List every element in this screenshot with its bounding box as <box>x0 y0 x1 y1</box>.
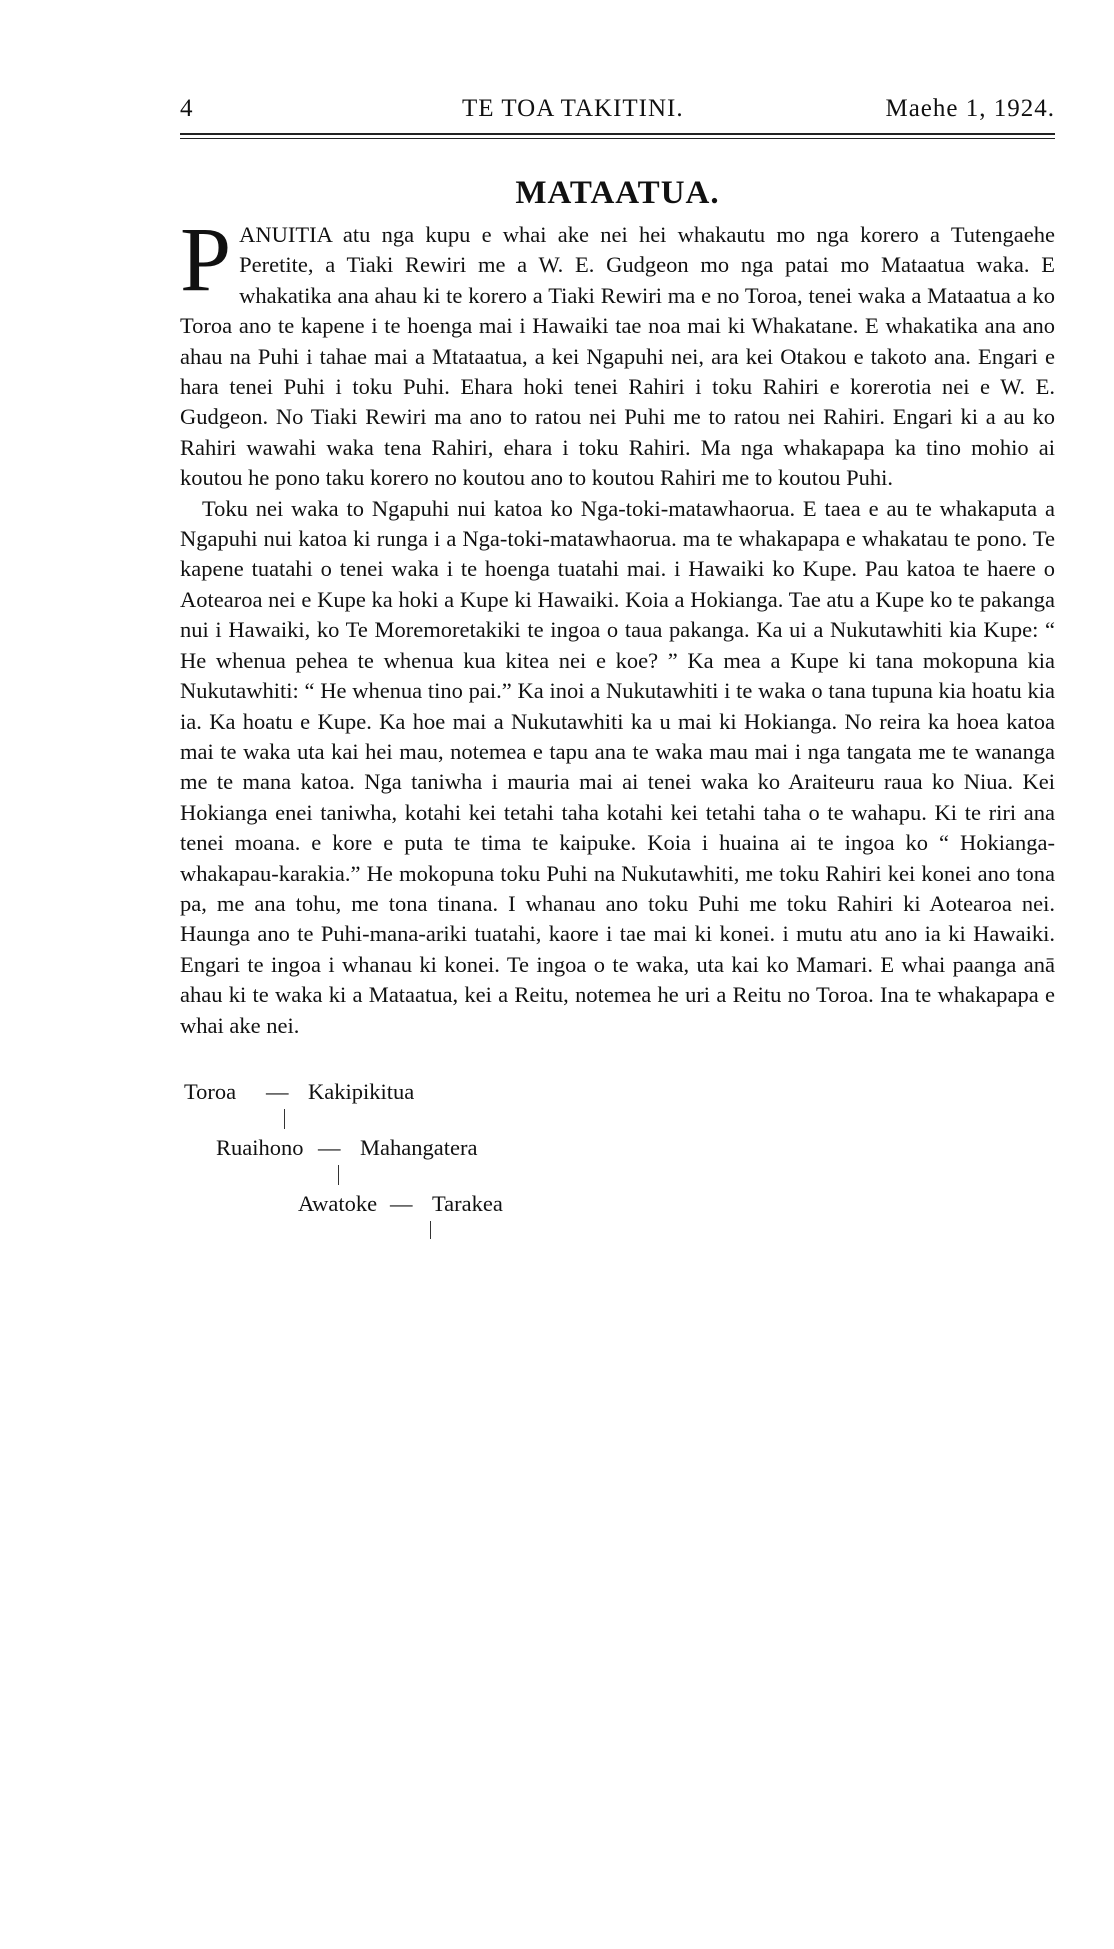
genealogy-chart <box>180 1079 1055 1239</box>
paragraph-1-text: ANUITIA atu nga kupu e whai ake nei hei whakautu mo nga korero a Tutengaehe Peretite, a Tiaki Rewiri me a W. E. Gudgeon mo nga patai mo Mataatua waka. E whakatika ana ahau ki te korero a Tiaki Rewiri ma e no Toroa, tenei waka a Mataatua a ko Toroa ano te kapene i te hoenga mai i Hawaiki tae noa mai ki Whakatane. E whakatika ana ano ahau na Puhi i tahae mai a Mtataatua, a kei Ngapuhi nei, ara kei Otakou e takoto ana. Engari e hara tenei Puhi i toku Puhi. Ehara hoki tenei Rahiri i toku Rahiri e korerotia nei e W. E. Gudgeon. No Tiaki Rewiri ma ano to ratou nei Puhi me to ratou nei Rahiri. Engari ki a au ko Rahiri wawahi waka tena Rahiri, ehara i toku Rahiri. Ma nga whakapapa ka tino mohio ai koutou he pono taku korero no koutou ano to koutou Rahiri me to koutou Puhi. <box>180 222 1055 491</box>
genealogy-name: Kakipikitua <box>308 1078 415 1104</box>
genealogy-dash: — <box>390 1190 413 1216</box>
page-number: 4 <box>180 95 194 122</box>
descent-line <box>284 1109 285 1129</box>
genealogy-name: Tarakea <box>432 1190 503 1216</box>
genealogy-dash: — <box>318 1134 341 1160</box>
drop-cap: P <box>180 208 232 310</box>
document-page <box>180 95 1055 1239</box>
publication-title: TE TOA TAKITINI. <box>462 95 684 122</box>
genealogy-name: Ruaihono <box>216 1134 304 1160</box>
genealogy-name: Awatoke <box>298 1190 378 1216</box>
genealogy-name: Toroa <box>184 1078 237 1104</box>
article-title: MATAATUA. <box>515 175 720 211</box>
descent-line <box>338 1165 339 1185</box>
descent-line <box>430 1221 431 1239</box>
issue-date: Maehe 1, 1924. <box>885 95 1055 122</box>
paragraph-1 <box>180 208 1055 494</box>
header-rule-thin <box>180 138 1055 139</box>
genealogy-name: Mahangatera <box>360 1134 478 1160</box>
paragraph-2: Toku nei waka to Ngapuhi nui katoa ko Nga-toki-matawhaorua. E taea e au te whakaputa a Ngapuhi nui katoa ki runga i a Nga-toki-matawhaorua. ma te whakapapa e whakatau te pono. Te kapene tuatahi o tenei waka i te hoenga tuatahi mai. i Hawaiki ko Kupe. Pau katoa te haere o Aotearoa nei e Kupe ka hoki a Kupe ki Hawaiki. Koia a Hokianga. Tae atu a Kupe ko te pakanga nui i Hawaiki, ko Te Moremoretakiki te ingoa o taua pakanga. Ka ui a Nukutawhiti kia Kupe: “ He whenua pehea te whenua kua kitea nei e koe? ” Ka mea a Kupe ki tana mokopuna kia Nukutawhiti: “ He whenua tino pai.” Ka inoi a Nukutawhiti i te waka o tana tupuna kia hoatu kia ia. Ka hoatu e Kupe. Ka hoe mai a Nukutawhiti ka u mai ki Hokianga. No reira ka hoea katoa mai te waka uta kai hei mau, notemea e tapu ana te waka mau mai i nga tangata me te wananga me te mana katoa. Nga taniwha i mauria mai ai tenei waka ko Araiteuru raua ko Niua. Kei Hokianga enei taniwha, kotahi kei tetahi taha kotahi kei tetahi taha o te wahapu. Ki te riri ana tenei moana. e kore e puta te tima te kaipuke. Koia i huaina ai te ingoa ko “ Hokianga-whakapau-karakia.” He mokopuna toku Puhi na Nukutawhiti, me toku Rahiri kei konei ano tona pa, me ana tohu, me tona tinana. I whanau ano toku Puhi me toku Rahiri ki Aotearoa nei. Haunga ano te Puhi-mana-ariki tuatahi, kaore i tae mai ki konei. i mutu atu ano ia ki Hawaiki. Engari te ingoa i whanau ki konei. Te ingoa o te waka, uta kai ko Mamari. E whai paanga anā ahau ki te waka ki a Mataatua, kei a Reitu, notemea he uri a Reitu no Toroa. Ina te whakapapa e whai ake nei. <box>180 495 1055 1038</box>
header-rule <box>180 133 1055 135</box>
genealogy-dash: — <box>266 1078 289 1104</box>
article-body <box>180 208 1055 1041</box>
running-header <box>180 95 1055 133</box>
